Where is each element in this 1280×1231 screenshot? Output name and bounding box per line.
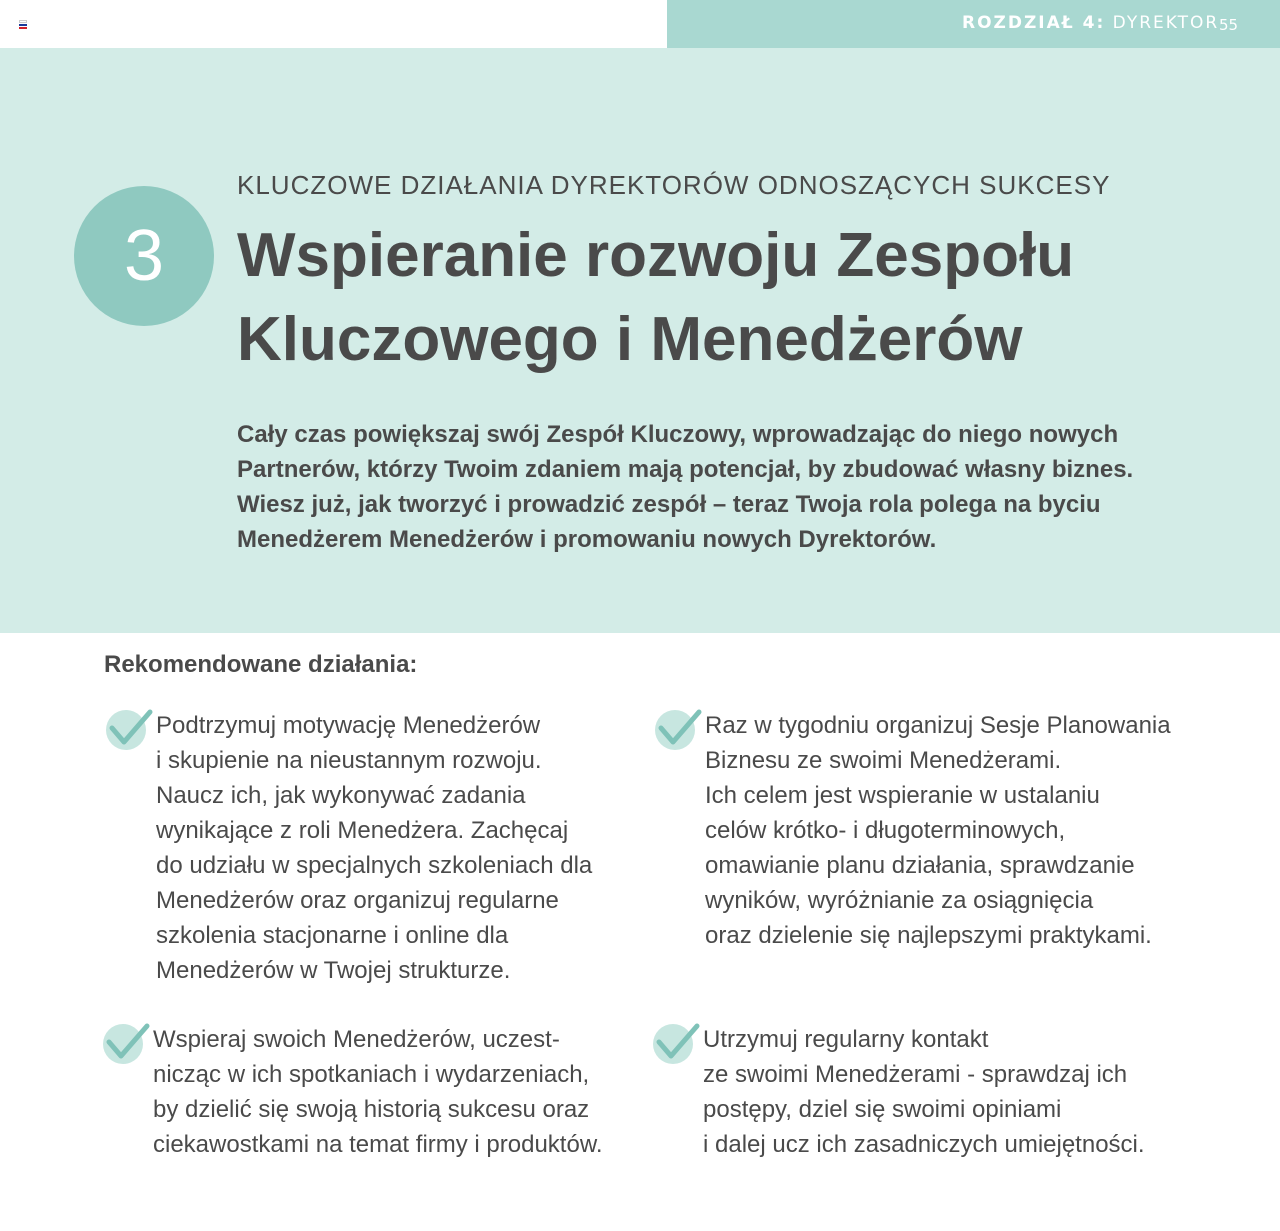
chapter-title bbox=[962, 13, 1219, 33]
action-text: Utrzymuj regularny kontakt ze swoimi Menedżerami - sprawdzaj ich postępy, dziel się swoimi opiniami i dalej ucz ich zasadniczych umiejętności. bbox=[703, 1026, 1145, 1158]
action-text: Wspieraj swoich Menedżerów, uczest- nicząc w ich spotkaniach i wydarzeniach, by dzielić się swoją historią sukcesu oraz ciekawostkami na temat firmy i produktów. bbox=[153, 1026, 603, 1158]
lead-paragraph: Cały czas powiększaj swój Zespół Kluczowy, wprowadzając do niego nowych Partnerów, którzy Twoim zdaniem mają potencjał, by zbudować własny biznes. Wiesz już, jak tworzyć i prowadzić zespół – teraz Twoja rola polega na byciu Menedżerem Menedżerów i promowaniu nowych Dyrektorów. bbox=[237, 421, 1134, 553]
checkmark-icon bbox=[101, 1022, 155, 1074]
checkmark-icon bbox=[104, 708, 158, 760]
page-title: Wspieranie rozwoju Zespołu Kluczowego i Menedżerów bbox=[237, 221, 1075, 374]
language-flag-icon bbox=[19, 20, 27, 27]
action-text: Raz w tygodniu organizuj Sesje Planowania Biznesu ze swoimi Menedżerami. Ich celem jest wspieranie w ustalaniu celów krótko- i długoterminowych, omawianie planu działania, sprawdzanie wyników, wyróżnianie za osiągnięcia oraz dzielenie się najlepszymi praktykami. bbox=[705, 712, 1171, 949]
chapter-label: ROZDZIAŁ 4: bbox=[962, 13, 1106, 33]
section-kicker: KLUCZOWE DZIAŁANIA DYREKTORÓW ODNOSZĄCYCH SUKCESY bbox=[237, 170, 1111, 200]
section-number: 3 bbox=[123, 216, 165, 296]
page-number: 55 bbox=[1219, 16, 1239, 34]
chapter-name: DYREKTOR bbox=[1112, 13, 1220, 33]
recommended-heading: Rekomendowane działania: bbox=[104, 651, 418, 678]
section-number-badge bbox=[74, 186, 214, 326]
checkmark-icon bbox=[653, 708, 707, 760]
action-text: Podtrzymuj motywację Menedżerów i skupienie na nieustannym rozwoju. Naucz ich, jak wykonywać zadania wynikające z roli Menedżera. Zachęcaj do udziału w specjalnych szkoleniach dla Menedżerów oraz organizuj regularne szkolenia stacjonarne i online dla Menedżerów w Twojej strukturze. bbox=[156, 712, 593, 984]
checkmark-icon bbox=[651, 1022, 705, 1074]
